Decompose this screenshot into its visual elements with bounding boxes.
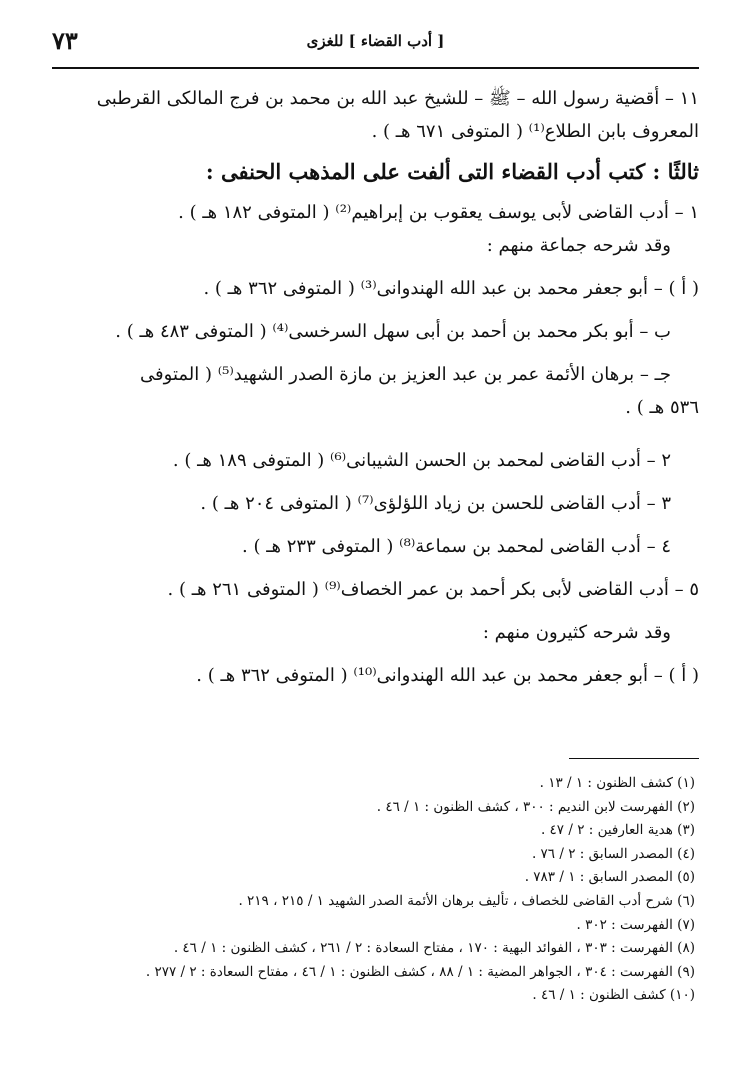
footnote-10: (١٠) كشف الظنون : ١ / ٤٦ . <box>532 987 695 1004</box>
item-11-line-1: ١١ – أقضية رسول الله – ﷺ – للشيخ عبد الله بن محمد بن فرج المالكى القرطبى <box>96 88 699 109</box>
sub-item-j-line-2: ٥٣٦ هـ ) . <box>625 397 699 418</box>
sub-item-a-2: ( أ ) – أبو جعفر محمد بن عبد الله الهندوانى⁽¹⁰⁾ ( المتوفى ٣٦٢ هـ ) . <box>196 665 699 686</box>
commentary-intro-1: وقد شرحه جماعة منهم : <box>486 235 671 256</box>
footnote-2: (٢) الفهرست لابن النديم : ٣٠٠ ، كشف الظنون : ١ / ٤٦ . <box>376 798 695 815</box>
page-header <box>52 22 699 62</box>
running-title: [ أدب القضاء ] للغزى <box>306 32 445 50</box>
item-1: ١ – أدب القاضى لأبى يوسف يعقوب بن إبراهيم⁽²⁾ ( المتوفى ١٨٢ هـ ) . <box>178 202 699 223</box>
footnote-7: (٧) الفهرست : ٣٠٢ . <box>576 916 695 933</box>
item-3: ٣ – أدب القاضى للحسن بن زياد اللؤلؤى⁽⁷⁾ ( المتوفى ٢٠٤ هـ ) . <box>200 493 671 514</box>
footnote-5: (٥) المصدر السابق : ١ / ٧٨٣ . <box>524 869 695 886</box>
item-11-line-2: المعروف بابن الطلاع⁽¹⁾ ( المتوفى ٦٧١ هـ ) . <box>371 121 699 142</box>
page-number: ٧٣ <box>52 26 78 55</box>
item-5: ٥ – أدب القاضى لأبى بكر أحمد بن عمر الخصاف⁽⁹⁾ ( المتوفى ٢٦١ هـ ) . <box>167 579 699 600</box>
sub-item-j-line-1: جـ – برهان الأئمة عمر بن عبد العزيز بن مازة الصدر الشهيد⁽⁵⁾ ( المتوفى <box>140 364 671 385</box>
footnote-6: (٦) شرح أدب القاضى للخصاف ، تأليف برهان الأئمة الصدر الشهيد ١ / ٢١٥ ، ٢١٩ . <box>238 892 695 909</box>
footnote-8: (٨) الفهرست : ٣٠٣ ، الفوائد البهية : ١٧٠ ، مفتاح السعادة : ٢ / ٢٦١ ، كشف الظنون : ١ / ٤٦ . <box>173 940 695 957</box>
section-heading: ثالثًا : كتب أدب القضاء التى ألفت على المذهب الحنفى : <box>205 159 699 184</box>
footnote-4: (٤) المصدر السابق : ٢ / ٧٦ . <box>531 845 695 862</box>
main-text <box>52 82 699 692</box>
footnote-1: (١) كشف الظنون : ١ / ١٣ . <box>539 775 695 791</box>
commentary-intro-2: وقد شرحه كثيرون منهم : <box>482 622 671 643</box>
footnote-3: (٣) هدية العارفين : ٢ / ٤٧ . <box>540 822 695 839</box>
sub-item-a-1: ( أ ) – أبو جعفر محمد بن عبد الله الهندوانى⁽³⁾ ( المتوفى ٣٦٢ هـ ) . <box>203 278 699 299</box>
footnote-9: (٩) الفهرست : ٣٠٤ ، الجواهر المضية : ١ / ٨٨ ، كشف الظنون : ١ / ٤٦ ، مفتاح السعادة : ٢ / ٢٧٧ . <box>145 963 695 980</box>
footnote-rule <box>569 758 699 759</box>
item-4: ٤ – أدب القاضى لمحمد بن سماعة⁽⁸⁾ ( المتوفى ٢٣٣ هـ ) . <box>242 536 671 557</box>
sub-item-b: ب – أبو بكر محمد بن أحمد بن أبى سهل السرخسى⁽⁴⁾ ( المتوفى ٤٨٣ هـ ) . <box>115 321 671 342</box>
footnotes <box>52 772 695 1008</box>
header-rule <box>52 67 699 69</box>
item-2: ٢ – أدب القاضى لمحمد بن الحسن الشيبانى⁽⁶⁾ ( المتوفى ١٨٩ هـ ) . <box>172 450 671 471</box>
